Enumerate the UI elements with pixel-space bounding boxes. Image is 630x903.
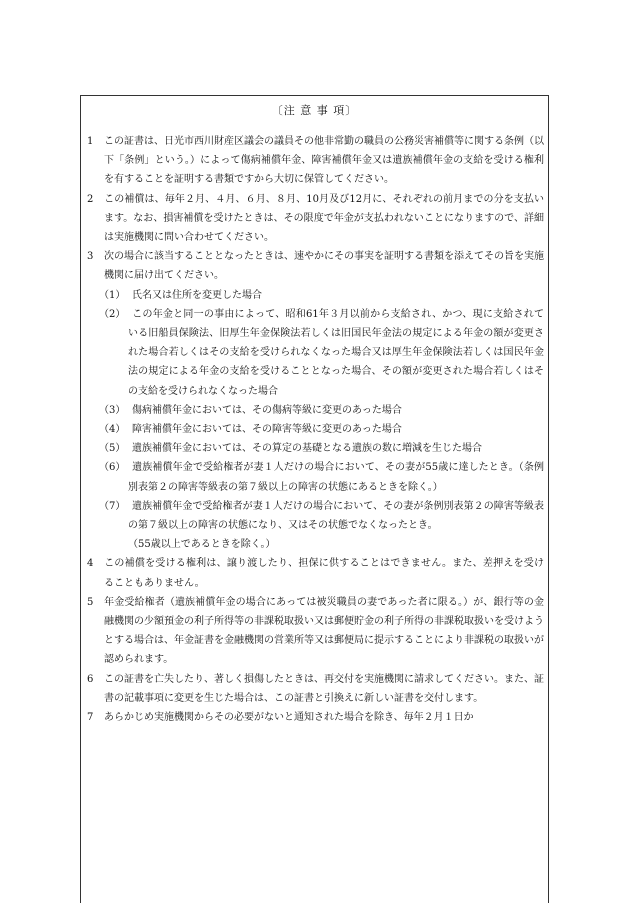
sub-item-number: （4） — [99, 424, 126, 436]
item-text: この証書を亡失したり、著しく損傷したときは、再交付を実施機関に請求してください。また、証書の記載事項に変更を生じた場合は、この証書と引換えに新しい証書を交付します。 — [104, 673, 544, 704]
sub-item-text: 遺族補償年金で受給権者が妻１人だけの場合において、その妻が55歳に達したとき。（条例別表第２の障害等級表の第７級以上の障害の状態にあるときを除く。） — [128, 462, 544, 493]
sub-item-number: （6） — [99, 462, 126, 474]
sub-item-text: 遺族補償年金においては、その算定の基礎となる遺族の数に増減を生じた場合 — [132, 443, 482, 455]
item-text: あらかじめ実施機関からその必要がないと通知された場合を除き、毎年２月１日か — [104, 712, 474, 724]
notice-item — [87, 554, 544, 592]
item-text: 次の場合に該当することとなったときは、速やかにその事実を証明する書類を添えてその旨を実施機関に届け出てください。 — [104, 251, 544, 282]
notice-sub-item — [87, 305, 544, 401]
item-text: この補償を受ける権利は、譲り渡したり、担保に供することはできません。また、差押えを受けることもありません。 — [104, 558, 544, 589]
notice-item — [87, 190, 544, 248]
notice-frame — [80, 95, 549, 903]
notice-item — [87, 670, 544, 708]
item-text: この補償は、毎年２月、４月、６月、８月、10月及び12月に、それぞれの前月までの分を支払います。なお、損害補償を受けたときは、その限度で年金が支払われないことになりますので、詳細は実施機関に問い合わせてください。 — [104, 193, 544, 244]
notice-sub-item — [87, 401, 544, 420]
item-number: 4 — [87, 558, 94, 570]
notice-sub-item — [87, 420, 544, 439]
sub-item-number: （5） — [99, 443, 126, 455]
notice-item — [87, 132, 544, 190]
item-number: 3 — [87, 251, 94, 263]
notice-sub-item — [87, 439, 544, 458]
notice-item — [87, 708, 544, 727]
sub-item-number: （1） — [99, 289, 126, 301]
notice-sub-item — [87, 286, 544, 305]
notice-sub-item — [87, 458, 544, 496]
sub-item-number: （7） — [99, 500, 126, 512]
item-number: 7 — [87, 712, 94, 724]
item-text: この証書は、日光市西川財産区議会の議員その他非常勤の職員の公務災害補償等に関する条例（以下「条例」という。）によって傷病補償年金、障害補償年金又は遺族補償年金の支給を受ける権利を有することを証明する書類ですから大切に保管してください。 — [104, 136, 544, 186]
item-text: 年金受給権者（遺族補償年金の場合にあっては被災職員の妻であった者に限る。）が、銀行等の金融機関の少額預金の利子所得等の非課税取扱い又は郵便貯金の利子所得の非課税取扱いを受けようとする場合は、年金証書を金融機関の営業所等又は郵便局に提示することにより非課税の取扱いが認められます。 — [104, 596, 544, 666]
sub-item-note: （55歳以上であるときを除く。） — [128, 539, 276, 551]
sub-item-number: （2） — [99, 308, 126, 320]
sub-item-text: 障害補償年金においては、その障害等級に変更のあった場合 — [132, 424, 402, 436]
notice-item — [87, 593, 544, 670]
item-number: 1 — [87, 136, 94, 147]
notice-content — [87, 132, 544, 727]
notice-item — [87, 247, 544, 285]
sub-item-text: 遺族補償年金で受給権者が妻１人だけの場合において、その妻が条例別表第２の障害等級表の第７級以上の障害の状態になり、又はその状態でなくなったとき。 — [128, 500, 544, 532]
notice-sub-item — [87, 497, 544, 535]
sub-item-text: 氏名又は住所を変更した場合 — [132, 289, 262, 301]
sub-item-number: （3） — [99, 404, 126, 416]
item-number: 6 — [87, 673, 94, 685]
item-number: 2 — [87, 193, 94, 205]
sub-item-text: この年金と同一の事由によって、昭和61年３月以前から支給され、かつ、現に支給されている旧船員保険法、旧厚生年金保険法若しくは旧国民年金法の規定による年金の額が変更された場合若しくはその支給を受けられなくなった場合又は厚生年金保険法若しくは国民年金法の規定による年金の支給を受けることとなった場合、その額が変更された場合若しくはその支給を受けられなくなった場合 — [128, 308, 544, 397]
notice-title: 〔注 意 事 項〕 — [271, 104, 358, 117]
sub-item-text: 傷病補償年金においては、その傷病等級に変更のあった場合 — [132, 404, 402, 416]
item-number: 5 — [87, 596, 94, 608]
